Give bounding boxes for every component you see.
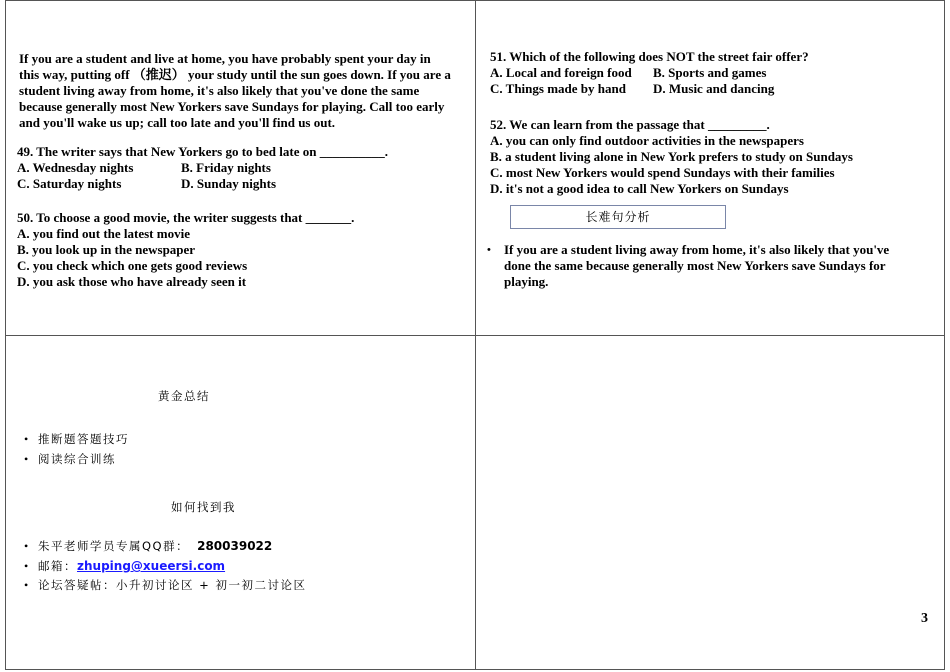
bullet-dot: • <box>24 559 29 573</box>
option-b: B. Friday nights <box>181 160 271 175</box>
reading-passage: If you are a student and live at home, you have probably spent your day in this way, putting off （推迟） your study until the sun goes down. If you are a student living away from home, it's also likely that you've done the same because generally most New Yorkers save Sundays for playing. Call too early and you'll wake us up; call too late and you'll find us out. <box>19 51 451 130</box>
option-c: C. most New Yorkers would spend Sundays with their families <box>490 165 835 180</box>
option-d: D. you ask those who have already seen it <box>17 274 247 289</box>
analysis-title-box: 长难句分析 <box>510 205 726 229</box>
option-a: A. you find out the latest movie <box>17 226 190 241</box>
option-d: D. Music and dancing <box>653 81 775 96</box>
option-a: A. you can only find outdoor activities in the newspapers <box>490 133 804 148</box>
option-a: A. Local and foreign food <box>490 65 632 80</box>
option-c: C. Saturday nights <box>17 176 122 191</box>
option-b: B. a student living alone in New York prefers to study on Sundays <box>490 149 853 164</box>
question-stem: 49. The writer says that New Yorkers go to bed late on __________. <box>17 144 388 159</box>
question-49 <box>17 144 457 192</box>
option-a: A. Wednesday nights <box>17 160 134 175</box>
option-d: D. Sunday nights <box>181 176 277 191</box>
option-c: C. Things made by hand <box>490 81 626 96</box>
horizontal-divider <box>5 335 945 336</box>
contact-title: 如何找到我 <box>171 500 236 514</box>
question-51 <box>490 49 930 97</box>
bullet-dot: • <box>487 244 491 256</box>
option-b: B. Sports and games <box>653 65 767 80</box>
contact-email: • 邮箱：zhuping@xueersi.com <box>24 556 225 576</box>
bullet-dot: • <box>24 432 29 446</box>
question-stem: 50. To choose a good movie, the writer suggests that _______. <box>17 210 355 225</box>
question-stem: 52. We can learn from the passage that _________. <box>490 117 770 132</box>
bullet-dot: • <box>24 578 29 592</box>
contact-qq: • 朱平老师学员专属QQ群： 280039022 <box>24 536 272 556</box>
summary-item: • 阅读综合训练 <box>24 449 116 469</box>
bullet-dot: • <box>24 539 29 553</box>
question-50 <box>17 210 457 290</box>
page-number: 3 <box>921 611 928 626</box>
summary-title: 黄金总结 <box>158 389 210 403</box>
analysis-sentence: If you are a student living away from home, it's also likely that you've done the same because generally most New Yorkers save Sundays for playing. <box>504 242 890 289</box>
summary-item: • 推断题答题技巧 <box>24 429 129 449</box>
email-link[interactable]: zhuping@xueersi.com <box>77 559 226 573</box>
question-stem: 51. Which of the following does NOT the street fair offer? <box>490 49 809 64</box>
question-52 <box>490 117 930 197</box>
option-b: B. you look up in the newspaper <box>17 242 196 257</box>
analysis-bullet <box>487 242 927 290</box>
contact-forum: • 论坛答疑帖：小升初讨论区 + 初一初二讨论区 <box>24 575 306 595</box>
bullet-dot: • <box>24 452 29 466</box>
option-d: D. it's not a good idea to call New Yorkers on Sundays <box>490 181 789 196</box>
option-c: C. you check which one gets good reviews <box>17 258 248 273</box>
